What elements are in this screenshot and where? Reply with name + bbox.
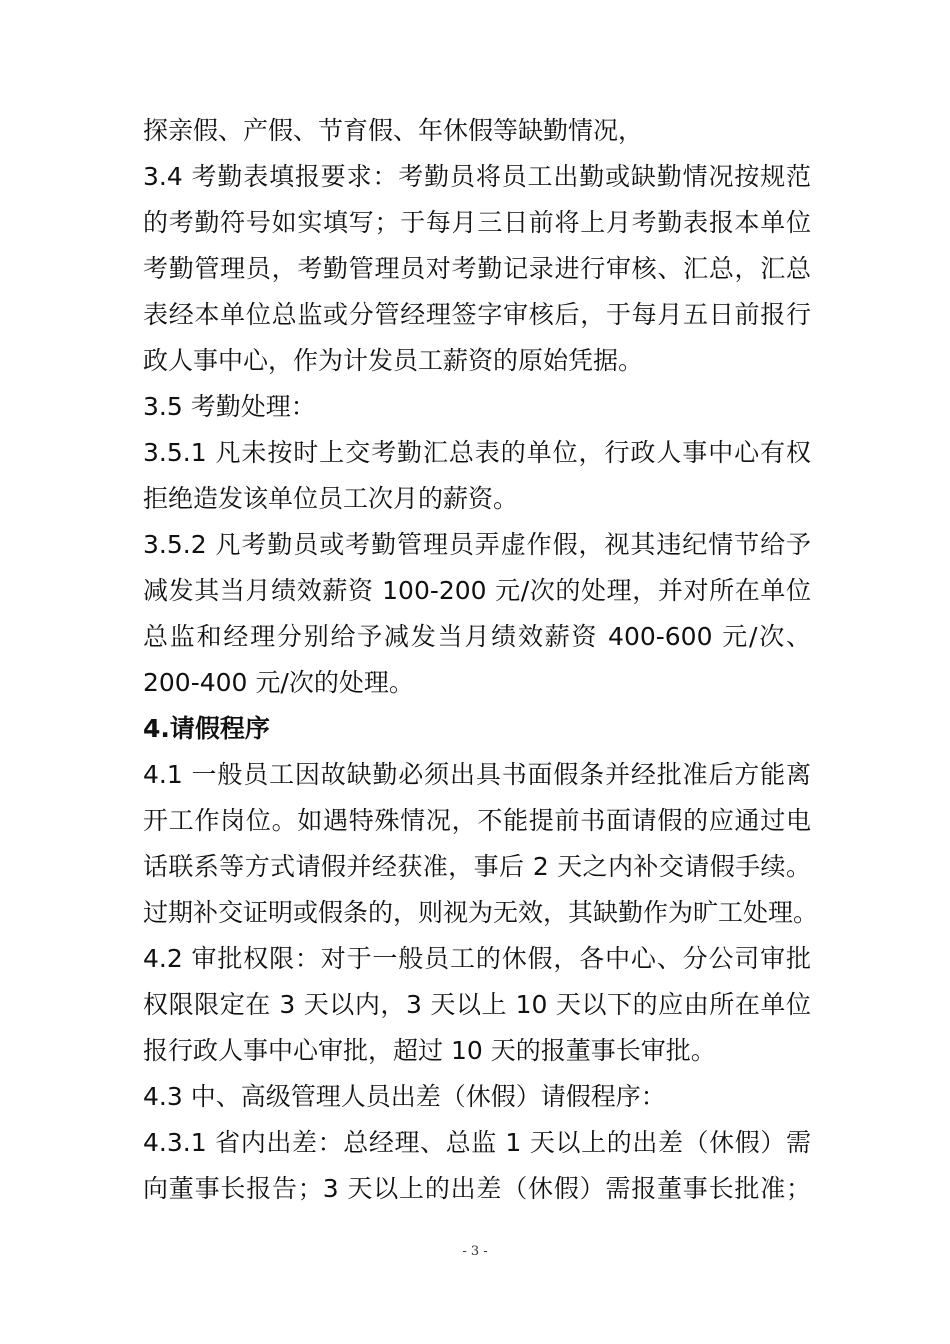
paragraph-line: 总监和经理分别给予减发当月绩效薪资 400-600 元/次、 bbox=[143, 622, 811, 651]
paragraph-line: 开工作岗位。如遇特殊情况，不能提前书面请假的应通过电 bbox=[143, 806, 811, 835]
paragraph-line: 表经本单位总监或分管经理签字审核后，于每月五日前报行 bbox=[143, 300, 811, 329]
paragraph-line: 向董事长报告；3 天以上的出差（休假）需报董事长批准； bbox=[143, 1174, 811, 1203]
paragraph-line: 政人事中心，作为计发员工薪资的原始凭据。 bbox=[143, 346, 644, 375]
paragraph-line: 考勤管理员，考勤管理员对考勤记录进行审核、汇总，汇总 bbox=[143, 254, 811, 283]
paragraph-line: 拒绝造发该单位员工次月的薪资。 bbox=[143, 484, 519, 513]
paragraph-line: 减发其当月绩效薪资 100-200 元/次的处理，并对所在单位 bbox=[143, 576, 811, 605]
paragraph-line: 4.1 一般员工因故缺勤必须出具书面假条并经批准后方能离 bbox=[143, 760, 811, 789]
paragraph-line: 4.3 中、高级管理人员出差（休假）请假程序： bbox=[143, 1082, 666, 1111]
paragraph-line: 3.5 考勤处理： bbox=[143, 392, 316, 421]
paragraph-line: 3.4 考勤表填报要求：考勤员将员工出勤或缺勤情况按规范 bbox=[143, 162, 811, 191]
document-body bbox=[143, 108, 819, 1212]
paragraph-line: 200-400 元/次的处理。 bbox=[143, 668, 414, 697]
paragraph-line: 探亲假、产假、节育假、年休假等缺勤情况， bbox=[143, 116, 644, 145]
paragraph-line: 报行政人事中心审批，超过 10 天的报董事长审批。 bbox=[143, 1036, 716, 1065]
paragraph-line: 3.5.1 凡未按时上交考勤汇总表的单位，行政人事中心有权 bbox=[143, 438, 811, 467]
paragraph-line: 话联系等方式请假并经获准，事后 2 天之内补交请假手续。 bbox=[143, 852, 811, 881]
paragraph-line: 4.2 审批权限：对于一般员工的休假，各中心、分公司审批 bbox=[143, 944, 811, 973]
section-heading: 4.请假程序 bbox=[143, 714, 270, 743]
paragraph-line: 过期补交证明或假条的，则视为无效，其缺勤作为旷工处理。 bbox=[143, 898, 819, 927]
page-number: - 3 - bbox=[462, 1244, 488, 1259]
paragraph-line: 权限限定在 3 天以内，3 天以上 10 天以下的应由所在单位 bbox=[143, 990, 811, 1019]
paragraph-line: 的考勤符号如实填写；于每月三日前将上月考勤表报本单位 bbox=[143, 208, 811, 237]
paragraph-line: 4.3.1 省内出差：总经理、总监 1 天以上的出差（休假）需 bbox=[143, 1128, 811, 1157]
paragraph-line: 3.5.2 凡考勤员或考勤管理员弄虚作假，视其违纪情节给予 bbox=[143, 530, 811, 559]
